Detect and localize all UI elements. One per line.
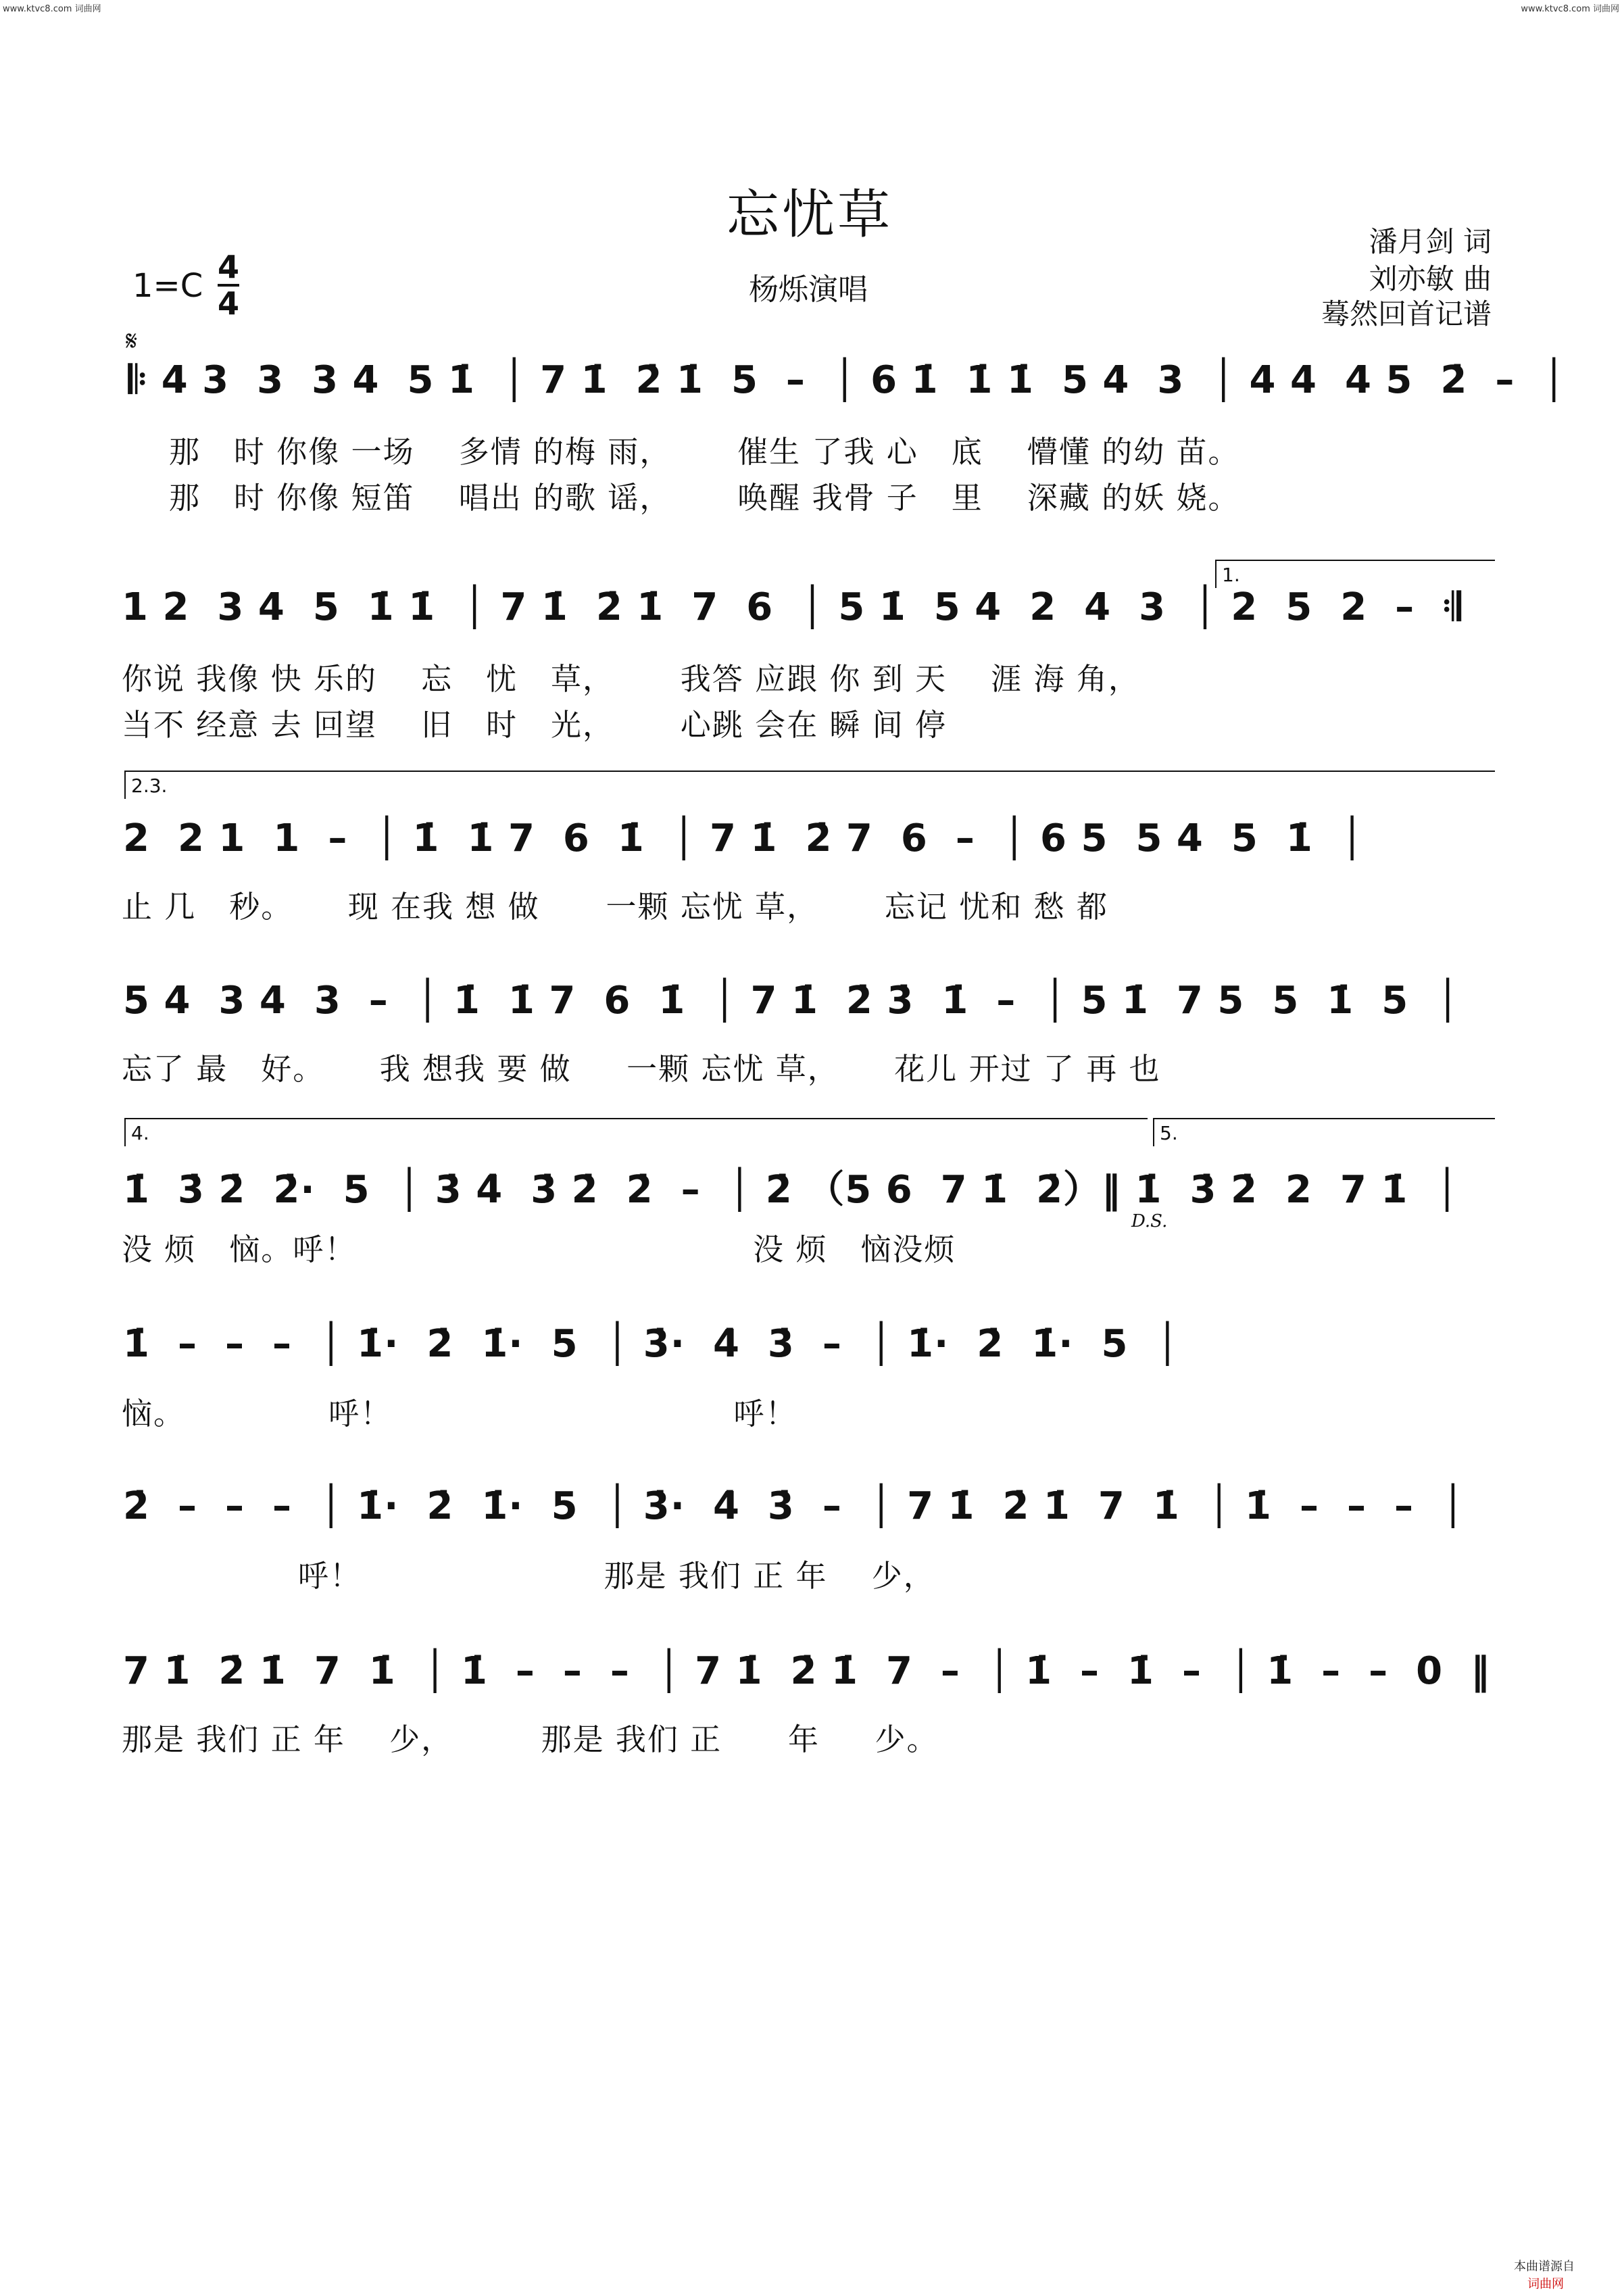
time-signature	[215, 249, 242, 322]
volta-bracket-5	[1153, 1118, 1495, 1146]
lyricist-credit: 潘月剑 词	[1369, 225, 1492, 258]
staff-row-2: 1 2 3 4 5 1̇ 1̇ │ 7 1̇ 2̇ 1̇ 7 6 │ 5 1̇ 5 4 2 4 3 │ 2 5 2 – 𝄇	[122, 585, 1462, 629]
segno-icon: 𝄋	[126, 326, 138, 357]
volta-label: 4.	[131, 1122, 149, 1144]
lyric-row-1-verse-1: 那 时 你像 一场 多情 的梅 雨， 催生 了我 心 底 懵懂 的幼 苗。	[169, 434, 1240, 470]
dal-segno-mark: D.S.	[1131, 1211, 1168, 1231]
staff-row-3: 2 2 1 1 – │ 1̇ 1̇ 7 6 1̇ │ 7 1̇ 2̇ 7 6 – │ 6 5 5 4 5 1̇ │	[123, 816, 1365, 860]
singer-credit: 杨烁演唱	[749, 272, 868, 307]
volta-label: 5.	[1160, 1122, 1178, 1144]
lyric-row-4: 忘了 最 好。 我 想我 要 做 一颗 忘忧 草， 花儿 开过 了 再 也	[122, 1051, 1161, 1087]
lyric-row-7: 呼！ 那是 我们 正 年 少，	[122, 1558, 935, 1594]
lyric-row-3: 止 几 秒。 现 在我 想 做 一颗 忘忧 草， 忘记 忧和 愁 都	[122, 889, 1108, 925]
staff-row-7: 2̇ – – – │ 1̇· 2̇ 1̇· 5 │ 3̇· 4̇ 3̇ – │ 7 1̇ 2̇ 1̇ 7 1̇ │ 1̇ – – – │	[123, 1484, 1465, 1528]
volta-bracket-1	[1215, 560, 1495, 588]
song-title: 忘忧草	[727, 185, 893, 245]
volta-label: 2.3.	[131, 775, 168, 797]
time-bottom: 4	[217, 285, 239, 322]
staff-row-6: 1̇ – – – │ 1̇· 2̇ 1̇· 5 │ 3̇· 4̇ 3̇ – │ 1̇· 2̇ 1̇· 5 │	[123, 1322, 1180, 1366]
volta-label: 1.	[1222, 564, 1240, 586]
key-signature: 1=C	[132, 267, 203, 305]
lyric-row-2-verse-1: 你说 我像 快 乐的 忘 忧 草， 我答 应跟 你 到 天 涯 海 角，	[122, 661, 1140, 697]
footer-left: 本曲谱源自	[1514, 2260, 1575, 2274]
composer-credit: 刘亦敏 曲	[1369, 262, 1492, 295]
lyric-row-1-verse-2: 那 时 你像 短笛 唱出 的歌 谣， 唤醒 我骨 子 里 深藏 的妖 娆。	[169, 480, 1240, 516]
volta-bracket-4	[124, 1118, 1148, 1146]
staff-row-4: 5 4 3 4 3 – │ 1̇ 1̇ 7 6 1̇ │ 7 1̇ 2̇ 3̇ 1̇ – │ 5 1̇ 7 5 5 1̇ 5 │	[123, 979, 1460, 1023]
lyric-row-5: 没 烦 恼。呼！ 没 烦 恼没烦	[122, 1231, 956, 1267]
footer-source	[1506, 2243, 1575, 2292]
footer-right: 词曲网	[1527, 2277, 1564, 2291]
time-top: 4	[217, 249, 239, 285]
lyric-row-6: 恼。 呼！ 呼！	[122, 1396, 797, 1432]
staff-row-8: 7 1̇ 2̇ 1̇ 7 1̇ │ 1̇ – – – │ 7 1̇ 2̇ 1̇ 7 – │ 1̇ – 1̇ – │ 1̇ – – 0 ‖	[123, 1649, 1491, 1693]
volta-bracket-2-3	[124, 771, 1495, 799]
lyric-row-2-verse-2: 当不 经意 去 回望 旧 时 光， 心跳 会在 瞬 间 停	[122, 707, 947, 743]
staff-row-5: 1̇ 3̇ 2̇ 2̇· 5 │ 3̇ 4̇ 3̇ 2̇ 2̇ – │ 2̇ （5 6 7 1̇ 2̇）‖ 1̇ 3̇ 2̇ 2 7 1̇ │	[123, 1168, 1459, 1212]
staff-row-1: 𝄆 4 3 3 3 4 5 1̇ │ 7 1̇ 2̇ 1̇ 5 – │ 6 1̇ 1̇ 1̇ 5 4 3 │ 4 4 4 5 2̇ – │	[128, 358, 1567, 402]
site-mark-right: www.ktvc8.com 词曲网	[1521, 4, 1619, 14]
lyric-row-8: 那是 我们 正 年 少， 那是 我们 正 年 少。	[122, 1721, 939, 1757]
site-mark-left: www.ktvc8.com 词曲网	[3, 4, 101, 14]
transcriber-credit: 蓦然回首记谱	[1321, 297, 1492, 331]
